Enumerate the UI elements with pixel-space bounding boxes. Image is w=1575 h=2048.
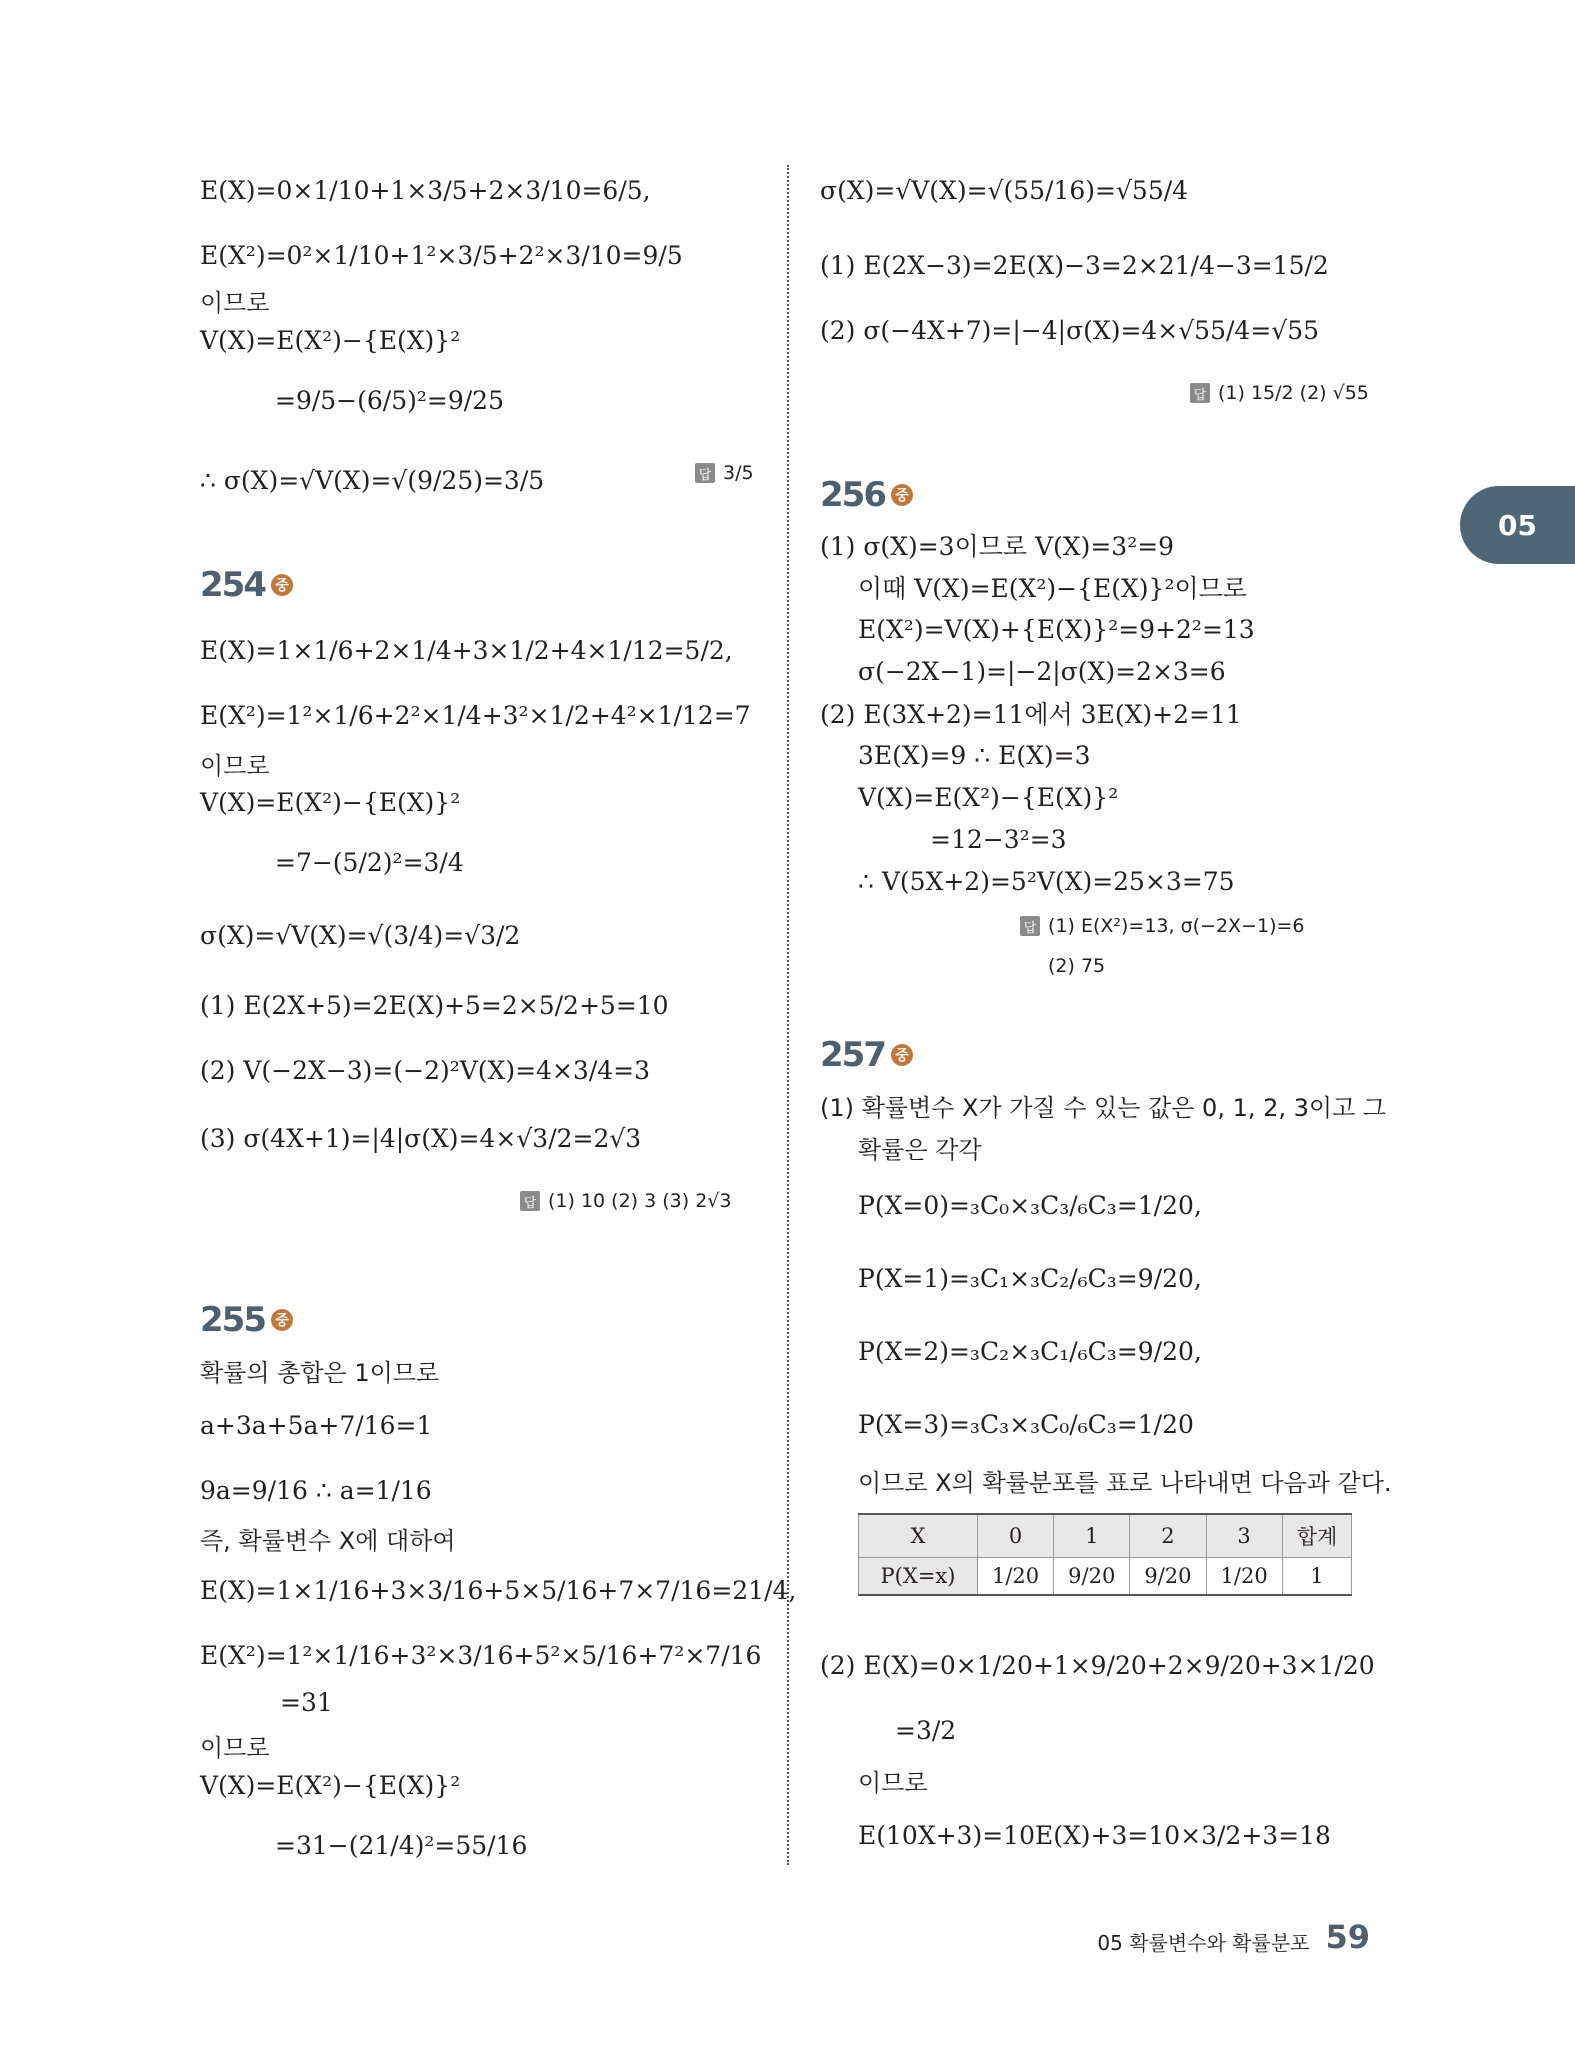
page-number: 59 (1325, 1918, 1370, 1956)
problem-255-header (200, 1300, 293, 1340)
table-cell: 1/20 (978, 1558, 1054, 1596)
level-badge: 중 (891, 484, 913, 506)
math-line: (2) σ(−4X+7)=|−4|σ(X)=4×√55/4=√55 (820, 315, 1320, 345)
problem-number: 256 (820, 475, 885, 515)
answer-value: 3/5 (723, 462, 754, 484)
chapter-tab: 05 (1460, 486, 1575, 564)
math-line: (2) V(−2X−3)=(−2)²V(X)=4×3/4=3 (200, 1055, 650, 1085)
math-line: (2) E(3X+2)=11에서 3E(X)+2=11 (820, 700, 1242, 729)
answer (520, 1190, 732, 1212)
math-line: E(10X+3)=10E(X)+3=10×3/2+3=18 (858, 1820, 1331, 1850)
answer-tag-icon: 답 (1020, 916, 1040, 936)
problem-number: 254 (200, 565, 265, 605)
level-badge: 중 (271, 1309, 293, 1331)
math-line: =31 (280, 1688, 333, 1717)
math-line: V(X)=E(X²)−{E(X)}² (200, 325, 461, 355)
math-line: (1) σ(X)=3이므로 V(X)=3²=9 (820, 532, 1175, 561)
text-line: 즉, 확률변수 X에 대하여 (200, 1526, 456, 1555)
math-line: P(X=0)=₃C₀×₃C₃/₆C₃=1/20, (858, 1190, 1202, 1220)
text-line: (1) 확률변수 X가 가질 수 있는 값은 0, 1, 2, 3이고 그 (820, 1093, 1387, 1122)
math-line: =31−(21/4)²=55/16 (275, 1830, 528, 1860)
math-line: 9a=9/16 ∴ a=1/16 (200, 1475, 432, 1505)
math-line: V(X)=E(X²)−{E(X)}² (858, 782, 1119, 812)
math-line: E(X)=1×1/6+2×1/4+3×1/2+4×1/12=5/2, (200, 635, 733, 665)
math-line: ∴ V(5X+2)=5²V(X)=25×3=75 (858, 866, 1235, 896)
table-cell: X (859, 1514, 978, 1558)
math-line: E(X²)=1²×1/16+3²×3/16+5²×5/16+7²×7/16 (200, 1640, 762, 1670)
answer-value: (1) 15/2 (2) √55 (1218, 382, 1369, 404)
answer-value: (1) 10 (2) 3 (3) 2√3 (548, 1190, 732, 1212)
table-cell: 2 (1130, 1514, 1206, 1558)
math-line: E(X²)=0²×1/10+1²×3/5+2²×3/10=9/5 (200, 240, 683, 270)
math-line: P(X=1)=₃C₁×₃C₂/₆C₃=9/20, (858, 1263, 1202, 1293)
problem-257-header (820, 1035, 913, 1075)
table-cell: 3 (1206, 1514, 1282, 1558)
text-line: 이므로 (200, 751, 270, 780)
math-line: P(X=2)=₃C₂×₃C₁/₆C₃=9/20, (858, 1336, 1202, 1366)
math-line: V(X)=E(X²)−{E(X)}² (200, 1770, 461, 1800)
table-cell: 1/20 (1206, 1558, 1282, 1596)
table-header-row (859, 1514, 1352, 1558)
answer (1190, 382, 1369, 404)
table-row (859, 1558, 1352, 1596)
problem-number: 255 (200, 1300, 265, 1340)
text-line: 이므로 (200, 288, 270, 317)
math-line: (3) σ(4X+1)=|4|σ(X)=4×√3/2=2√3 (200, 1123, 642, 1153)
math-line: (1) E(2X+5)=2E(X)+5=2×5/2+5=10 (200, 990, 669, 1020)
table-cell: 9/20 (1054, 1558, 1130, 1596)
math-line: =3/2 (895, 1715, 957, 1745)
math-line: E(X²)=1²×1/6+2²×1/4+3²×1/2+4²×1/12=7 (200, 700, 751, 730)
table-cell: 1 (1054, 1514, 1130, 1558)
math-line: a+3a+5a+7/16=1 (200, 1410, 433, 1440)
math-line: 이때 V(X)=E(X²)−{E(X)}²이므로 (858, 574, 1247, 603)
math-line: =12−3²=3 (930, 824, 1067, 854)
math-line: V(X)=E(X²)−{E(X)}² (200, 787, 461, 817)
answer-value: (1) E(X²)=13, σ(−2X−1)=6 (1048, 915, 1305, 937)
math-line: E(X²)=V(X)+{E(X)}²=9+2²=13 (858, 614, 1255, 644)
math-line: =9/5−(6/5)²=9/25 (275, 385, 504, 415)
table-cell: 1 (1282, 1558, 1352, 1596)
level-badge: 중 (891, 1044, 913, 1066)
math-line: =7−(5/2)²=3/4 (275, 847, 464, 877)
level-badge: 중 (271, 574, 293, 596)
footer-title: 05 확률변수와 확률분포 (1097, 1931, 1310, 1955)
problem-256-header (820, 475, 913, 515)
math-line: σ(X)=√V(X)=√(3/4)=√3/2 (200, 920, 521, 950)
answer-tag-icon: 답 (1190, 383, 1210, 403)
math-line: 3E(X)=9 ∴ E(X)=3 (858, 740, 1091, 770)
text-line: 이므로 X의 확률분포를 표로 나타내면 다음과 같다. (858, 1468, 1392, 1497)
math-line: (2) E(X)=0×1/20+1×9/20+2×9/20+3×1/20 (820, 1650, 1375, 1680)
page-footer (1097, 1918, 1370, 1956)
math-line: (1) E(2X−3)=2E(X)−3=2×21/4−3=15/2 (820, 250, 1329, 280)
text-line: 이므로 (200, 1733, 270, 1762)
problem-number: 257 (820, 1035, 885, 1075)
answer (695, 462, 754, 484)
table-cell: 합계 (1282, 1514, 1352, 1558)
table-cell: 9/20 (1130, 1558, 1206, 1596)
text-line: 확률은 각각 (858, 1135, 982, 1164)
math-line: σ(−2X−1)=|−2|σ(X)=2×3=6 (858, 656, 1226, 686)
table-cell: P(X=x) (859, 1558, 978, 1596)
answer (1020, 915, 1305, 937)
math-line: ∴ σ(X)=√V(X)=√(9/25)=3/5 (200, 465, 545, 495)
math-line: σ(X)=√V(X)=√(55/16)=√55/4 (820, 175, 1189, 205)
text-line: 이므로 (858, 1768, 928, 1797)
math-line: P(X=3)=₃C₃×₃C₀/₆C₃=1/20 (858, 1409, 1194, 1439)
answer-line-2: (2) 75 (1048, 955, 1106, 977)
math-line: E(X)=1×1/16+3×3/16+5×5/16+7×7/16=21/4, (200, 1575, 797, 1605)
answer-tag-icon: 답 (695, 463, 715, 483)
problem-254-header (200, 565, 293, 605)
answer-tag-icon: 답 (520, 1191, 540, 1211)
table-cell: 0 (978, 1514, 1054, 1558)
text-line: 확률의 총합은 1이므로 (200, 1358, 440, 1387)
probability-table (858, 1513, 1352, 1596)
math-line: E(X)=0×1/10+1×3/5+2×3/10=6/5, (200, 175, 651, 205)
